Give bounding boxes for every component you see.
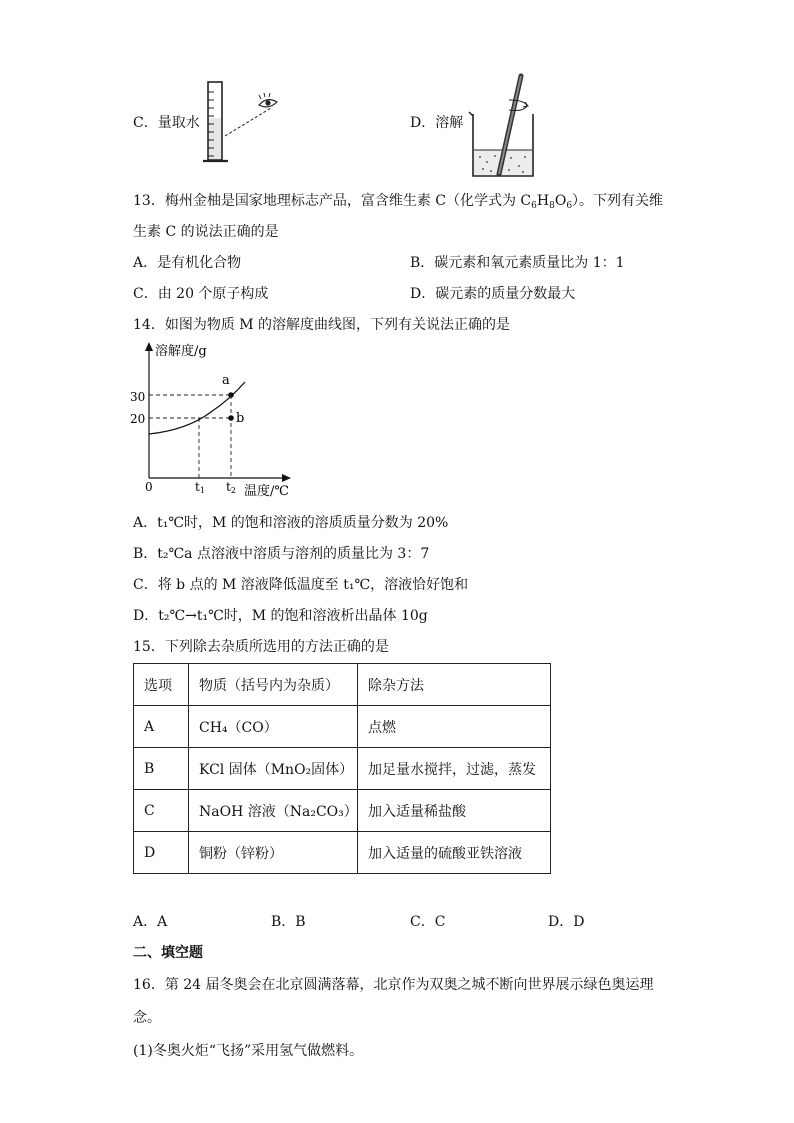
q14-stem: 14．如图为物质 M 的溶解度曲线图，下列有关说法正确的是 [133, 317, 511, 333]
q16-subquestion-1: (1)冬奥火炬“飞扬”采用氢气做燃料。 [133, 1043, 364, 1059]
table-row [134, 748, 551, 790]
table-cell: A [134, 706, 189, 748]
y-axis-label: 溶解度/g [155, 344, 207, 359]
table-cell: D [134, 832, 189, 874]
graduated-cylinder-figure [195, 78, 290, 166]
table-cell: KCl 固体（MnO₂固体） [189, 748, 358, 790]
q15-option-b: B．B [271, 914, 306, 930]
x-tick-t1: t1 [195, 480, 205, 495]
origin-label: 0 [145, 480, 153, 494]
header-method: 除杂方法 [358, 664, 551, 706]
table-row [134, 790, 551, 832]
point-b [228, 415, 234, 421]
impurity-removal-table [133, 663, 551, 874]
q14-option-d: D．t₂℃→t₁℃时，M 的饱和溶液析出晶体 10g [133, 608, 428, 624]
table-header-row [134, 664, 551, 706]
q15-option-c: C．C [410, 914, 446, 930]
q15-option-d: D．D [548, 914, 585, 930]
q12-option-d: D．溶解 [410, 115, 464, 131]
point-a [228, 392, 234, 398]
q14-option-c: C．将 b 点的 M 溶液降低温度至 t₁℃，溶液恰好饱和 [133, 577, 469, 593]
q12-option-c: C．量取水 [133, 115, 200, 131]
table-cell: CH₄（CO） [189, 706, 358, 748]
table-cell: 点燃 [358, 706, 551, 748]
q16-stem-line2: 念。 [133, 1010, 161, 1026]
header-option: 选项 [134, 664, 189, 706]
point-a-label: a [222, 373, 230, 388]
table-cell: 加足量水搅拌，过滤，蒸发 [358, 748, 551, 790]
point-b-label: b [236, 411, 245, 426]
q13-option-a: A．是有机化合物 [133, 255, 242, 271]
table-cell: 加入适量的硫酸亚铁溶液 [358, 832, 551, 874]
q13-stem-line1: 13．梅州金柚是国家地理标志产品，富含维生素 C（化学式为 $C_6H_8O_6$）。下列有关维 [133, 193, 664, 211]
q13-stem-line2: 生素 C 的说法正确的是 [133, 224, 279, 240]
table-row [134, 832, 551, 874]
y-tick-20: 20 [130, 412, 146, 426]
beaker-dissolve-figure [465, 72, 550, 182]
y-tick-30: 30 [130, 390, 146, 404]
q15-stem: 15．下列除去杂质所选用的方法正确的是 [133, 639, 389, 655]
header-substance: 物质（括号内为杂质） [189, 664, 358, 706]
table-cell: 加入适量稀盐酸 [358, 790, 551, 832]
table-cell: C [134, 790, 189, 832]
q13-option-c: C．由 20 个原子构成 [133, 286, 269, 302]
x-axis-label: 温度/℃ [244, 484, 289, 499]
section-title: 二、填空题 [133, 945, 203, 961]
q16-stem-line1: 16．第 24 届冬奥会在北京圆满落幕，北京作为双奥之城不断向世界展示绿色奥运理 [133, 977, 654, 993]
table-row [134, 706, 551, 748]
q14-option-a: A．t₁℃时，M 的饱和溶液的溶质质量分数为 20% [133, 515, 449, 531]
solubility-curve-graph [125, 338, 305, 503]
q13-option-b: B．碳元素和氧元素质量比为 1：1 [410, 255, 625, 271]
table-cell: 铜粉（锌粉） [189, 832, 358, 874]
q13-option-d: D．碳元素的质量分数最大 [410, 286, 576, 302]
table-cell: NaOH 溶液（Na₂CO₃） [189, 790, 358, 832]
q15-option-a: A．A [133, 914, 168, 930]
x-tick-t2: t2 [226, 480, 236, 495]
table-cell: B [134, 748, 189, 790]
q14-option-b: B．t₂℃a 点溶液中溶质与溶剂的质量比为 3：7 [133, 546, 430, 562]
